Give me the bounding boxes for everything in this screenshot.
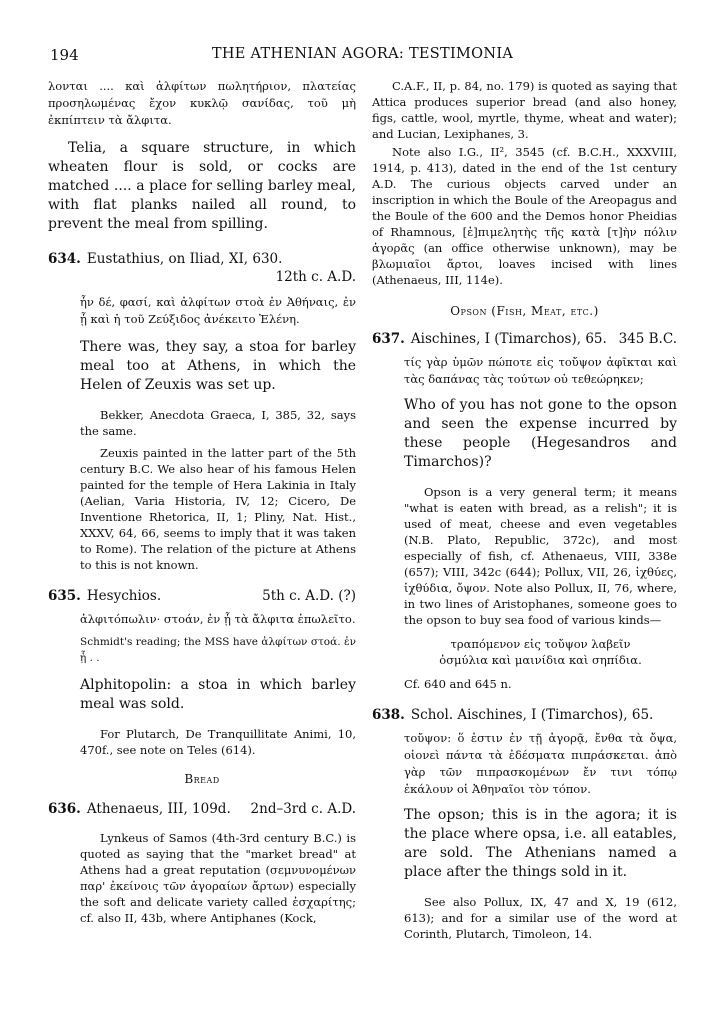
entry-date: 345 B.C.: [618, 331, 677, 347]
note-continuation: C.A.F., II, p. 84, no. 179) is quoted as saying that Attica produces superior bread (and also honey, figs, cattle, wool, myrtle, thyme, wheat and water); and Lucian, Lexiphanes, 3.: [372, 79, 677, 141]
note: See also Pollux, IX, 47 and X, 19 (612, 613); and for a similar use of the word at Corinth, Plutarch, Timoleon, 14.: [404, 895, 677, 941]
entry-number: 635.: [48, 588, 81, 604]
entry-source: Athenaeus, III, 109d.: [86, 801, 231, 817]
entry-634-heading: [48, 250, 356, 268]
greek-text: τοὔψον: ὅ ἐστιν ἐν τῇ ἀγορᾷ, ἔνθα τὰ ὄψα, οἱονεὶ πάντα τὰ ἐδέσματα πιπράσκεται. ἀπὸ γὰρ τῶν πιπρασκομένων ἔν τινι τόπῳ ἐκάλουν οἱ Ἀθηναῖοι τὸν τόπον.: [404, 731, 677, 796]
entry-635-heading: [48, 587, 356, 605]
entry-date: 12th c. A.D.: [275, 269, 356, 285]
section-heading-bread: Bread: [184, 772, 220, 786]
entry-date: 2nd–3rd c. A.D.: [250, 801, 356, 817]
entry-source: Schol. Aischines, I (Timarchos), 65.: [410, 707, 654, 723]
entry-636-heading: [48, 800, 356, 818]
entry-638-heading: [372, 706, 677, 724]
entry-source: Hesychios.: [86, 588, 162, 604]
greek-continuation: λονται .... καὶ ἀλφίτων πωλητήριον, πλατείας προσηλωμένας ἔχον κυκλῷ σανίδας, τοῦ μὴ ἐκπίπτειν τὰ ἄλφιτα.: [48, 79, 356, 127]
verse-line: τραπόμενον εἰς τοὔψον λαβεῖν: [450, 637, 631, 651]
note: For Plutarch, De Tranquillitate Animi, 10, 470f., see note on Teles (614).: [80, 727, 356, 757]
greek-text: τίς γὰρ ὑμῶν πώποτε εἰς τοὔψον ἀφῖκται καὶ τὰς δαπάνας τὰς τούτων οὐ τεθεώρηκεν;: [404, 355, 677, 386]
entry-637-heading: [372, 330, 677, 348]
section-heading-opson: Opson (Fish, Meat, etc.): [450, 304, 599, 318]
note: Note also I.G., II², 3545 (cf. B.C.H., XXXVIII, 1914, p. 413), dated in the end of the 1st century A.D. The curious objects carved under an inscription in which the Boule of the Areopagus and the Boule of the 600 and the Demos honor Pheidias of Rhamnous, [ἐ]πιμελητὴς τῆς κατὰ [τ]ὴν πόλιν ἀγορᾶς (an office otherwise unknown), may be βλωμιαῖοι ἄρτοι, loaves incised with lines (Athenaeus, III, 114e).: [372, 145, 677, 287]
page-header: [50, 46, 675, 66]
cross-reference: Cf. 640 and 645 n.: [404, 677, 512, 691]
right-column: [372, 78, 677, 942]
verse-line: ὀσμύλια καὶ μαινίδια καὶ σηπίδια.: [439, 653, 642, 667]
running-title: THE ATHENIAN AGORA: TESTIMONIA: [211, 46, 514, 62]
left-column: [48, 78, 356, 926]
translation: Who of you has not gone to the opson and seen the expense incurred by these people (Hegesandros and Timarchos)?: [404, 397, 677, 470]
translation: There was, they say, a stoa for barley meal too at Athens, in which the Helen of Zeuxis was set up.: [80, 339, 356, 393]
entry-number: 634.: [48, 251, 81, 267]
entry-source: Aischines, I (Timarchos), 65.: [410, 331, 607, 347]
translation: Alphitopolin: a stoa in which barley meal was sold.: [80, 677, 356, 712]
page-number: 194: [50, 46, 79, 64]
entry-number: 636.: [48, 801, 81, 817]
greek-text: ἦν δέ, φασί, καὶ ἀλφίτων στοὰ ἐν Ἀθήναις, ἐν ᾗ καὶ ἡ τοῦ Ζεύξιδος ἀνέκειτο Ἑλένη.: [80, 295, 356, 326]
note: Zeuxis painted in the latter part of the 5th century B.C. We also hear of his famous Helen painted for the temple of Hera Lakinia in Italy (Aelian, Varia Historia, IV, 12; Cicero, De Inventione Rhetorica, II, 1; Pliny, Nat. Hist., XXXV, 64, 66, seems to imply that it was taken to Rome). The relation of the picture at Athens to this is not known.: [80, 446, 356, 572]
entry-number: 638.: [372, 707, 405, 723]
note: Opson is a very general term; it means "what is eaten with bread, as a relish"; it is used of meat, cheese and even vegetables (N.B. Plato, Republic, 372c), and most especially of fish, cf. Athenaeus, VIII, 338e (657); VIII, 342c (644); Pollux, VII, 26, ἰχθύες, ἰχθύδια, ὄψον. Note also Pollux, II, 76, where, in two lines of Aristophanes, someone goes to the opson to buy sea food of various kinds—: [404, 485, 677, 627]
entry-number: 637.: [372, 331, 405, 347]
note: Bekker, Anecdota Graeca, I, 385, 32, says the same.: [80, 408, 356, 438]
entry-source: Eustathius, on Iliad, XI, 630.: [86, 251, 283, 267]
translation: The opson; this is in the agora; it is the place where opsa, i.e. all eatables, are sold. The Athenians named a place after the things sold in it.: [404, 807, 677, 880]
greek-text: ἀλφιτόπωλιν· στοάν, ἐν ᾗ τὰ ἄλφιτα ἐπωλεῖτο.: [80, 612, 356, 626]
note: Lynkeus of Samos (4th-3rd century B.C.) is quoted as saying that the "market bread" at Athens had a great reputation (σεμνυνομένων παρ' ἐκείνοις τῶν ἀγοραίων ἄρτων) especially the soft and delicate variety called ἐσχαρίτης; cf. also II, 43b, where Antiphanes (Kock,: [80, 831, 356, 925]
reading-note: Schmidt's reading; the MSS have ἀλφίτων στοά. ἐν ᾗ . .: [80, 636, 356, 664]
entry-date: 5th c. A.D. (?): [262, 588, 356, 604]
translation-continuation: Telia, a square structure, in which wheaten flour is sold, or cocks are matched .... a place for selling barley meal, with flat planks nailed all round, to prevent the meal from spilling.: [48, 140, 356, 232]
